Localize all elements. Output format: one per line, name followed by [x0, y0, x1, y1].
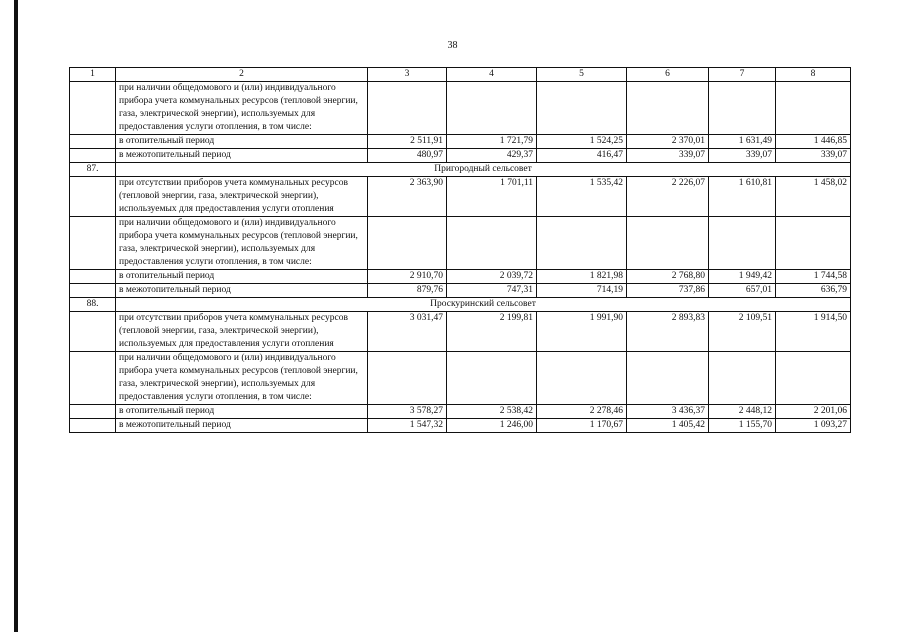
table-row: [70, 419, 851, 433]
value-cell: 2 370,01: [627, 135, 709, 149]
value-cell: 1 524,25: [537, 135, 627, 149]
value-cell: 636,79: [776, 284, 851, 298]
value-cell: 416,47: [537, 149, 627, 163]
value-cell: [537, 217, 627, 270]
row-description: при отсутствии приборов учета коммунальных ресурсов (тепловой энергии, газа, электрической энергии), используемых для предоставления услуги отопления: [116, 177, 368, 217]
page-edge-bar: [14, 0, 18, 632]
value-cell: 2 226,07: [627, 177, 709, 217]
table-row: [70, 135, 851, 149]
row-number-cell: [70, 419, 116, 433]
value-cell: 879,76: [368, 284, 447, 298]
value-cell: 2 201,06: [776, 405, 851, 419]
value-cell: 1 170,67: [537, 419, 627, 433]
value-cell: 1 093,27: [776, 419, 851, 433]
value-cell: 1 535,42: [537, 177, 627, 217]
value-cell: 3 436,37: [627, 405, 709, 419]
value-cell: 2 363,90: [368, 177, 447, 217]
row-number-cell: [70, 352, 116, 405]
row-description: в межотопительный период: [116, 419, 368, 433]
value-cell: [537, 352, 627, 405]
column-header: 6: [627, 68, 709, 82]
row-description: при наличии общедомового и (или) индивидуального прибора учета коммунальных ресурсов (тепловой энергии, газа, электрической энергии), используемых для предоставления услуги отопления, в том числе:: [116, 82, 368, 135]
section-title: Пригородный сельсовет: [116, 163, 851, 177]
table-header-row: [70, 68, 851, 82]
value-cell: 714,19: [537, 284, 627, 298]
value-cell: 339,07: [776, 149, 851, 163]
value-cell: [447, 82, 537, 135]
value-cell: 339,07: [709, 149, 776, 163]
value-cell: 2 039,72: [447, 270, 537, 284]
row-number-cell: [70, 82, 116, 135]
value-cell: 2 109,51: [709, 312, 776, 352]
value-cell: 1 821,98: [537, 270, 627, 284]
value-cell: [537, 82, 627, 135]
value-cell: 1 155,70: [709, 419, 776, 433]
table-row: [70, 284, 851, 298]
value-cell: 1 547,32: [368, 419, 447, 433]
table-row: [70, 405, 851, 419]
value-cell: 2 199,81: [447, 312, 537, 352]
value-cell: 1 246,00: [447, 419, 537, 433]
column-header: 1: [70, 68, 116, 82]
value-cell: 339,07: [627, 149, 709, 163]
section-row: [70, 298, 851, 312]
row-description: в отопительный период: [116, 135, 368, 149]
value-cell: [368, 352, 447, 405]
value-cell: 1 721,79: [447, 135, 537, 149]
table-row: [70, 82, 851, 135]
column-header: 8: [776, 68, 851, 82]
value-cell: 747,31: [447, 284, 537, 298]
value-cell: [627, 82, 709, 135]
page-number: 38: [447, 40, 458, 51]
section-title: Проскуринский сельсовет: [116, 298, 851, 312]
row-number-cell: [70, 149, 116, 163]
row-description: при наличии общедомового и (или) индивидуального прибора учета коммунальных ресурсов (тепловой энергии, газа, электрической энергии), используемых для предоставления услуги отопления, в том числе:: [116, 352, 368, 405]
value-cell: 1 458,02: [776, 177, 851, 217]
row-number-cell: [70, 312, 116, 352]
value-cell: [368, 82, 447, 135]
value-cell: [368, 217, 447, 270]
row-number-cell: [70, 135, 116, 149]
value-cell: 1 631,49: [709, 135, 776, 149]
value-cell: 1 914,50: [776, 312, 851, 352]
row-number-cell: [70, 217, 116, 270]
section-number: 87.: [70, 163, 116, 177]
value-cell: 3 578,27: [368, 405, 447, 419]
row-number-cell: [70, 284, 116, 298]
value-cell: 737,86: [627, 284, 709, 298]
value-cell: [709, 352, 776, 405]
section-number: 88.: [70, 298, 116, 312]
row-description: в отопительный период: [116, 270, 368, 284]
value-cell: [447, 217, 537, 270]
row-description: в межотопительный период: [116, 149, 368, 163]
table-row: [70, 312, 851, 352]
value-cell: [776, 352, 851, 405]
value-cell: [776, 217, 851, 270]
row-description: при отсутствии приборов учета коммунальных ресурсов (тепловой энергии, газа, электрической энергии), используемых для предоставления услуги отопления: [116, 312, 368, 352]
value-cell: 1 446,85: [776, 135, 851, 149]
column-header: 7: [709, 68, 776, 82]
value-cell: 429,37: [447, 149, 537, 163]
value-cell: [709, 82, 776, 135]
table-row: [70, 352, 851, 405]
column-header: 3: [368, 68, 447, 82]
value-cell: 2 511,91: [368, 135, 447, 149]
value-cell: [627, 217, 709, 270]
table-row: [70, 270, 851, 284]
value-cell: 2 768,80: [627, 270, 709, 284]
value-cell: [709, 217, 776, 270]
row-number-cell: [70, 405, 116, 419]
column-header: 4: [447, 68, 537, 82]
value-cell: 3 031,47: [368, 312, 447, 352]
row-description: при наличии общедомового и (или) индивидуального прибора учета коммунальных ресурсов (тепловой энергии, газа, электрической энергии), используемых для предоставления услуги отопления, в том числе:: [116, 217, 368, 270]
value-cell: 1 405,42: [627, 419, 709, 433]
value-cell: 1 610,81: [709, 177, 776, 217]
value-cell: 1 949,42: [709, 270, 776, 284]
value-cell: 2 893,83: [627, 312, 709, 352]
table-row: [70, 149, 851, 163]
value-cell: 480,97: [368, 149, 447, 163]
column-header: 5: [537, 68, 627, 82]
value-cell: [447, 352, 537, 405]
table-row: [70, 177, 851, 217]
row-number-cell: [70, 177, 116, 217]
value-cell: 1 991,90: [537, 312, 627, 352]
value-cell: 2 278,46: [537, 405, 627, 419]
column-header: 2: [116, 68, 368, 82]
value-cell: 1 744,58: [776, 270, 851, 284]
value-cell: 2 538,42: [447, 405, 537, 419]
row-description: в межотопительный период: [116, 284, 368, 298]
value-cell: 2 910,70: [368, 270, 447, 284]
section-row: [70, 163, 851, 177]
tariff-table: [69, 67, 851, 433]
value-cell: 2 448,12: [709, 405, 776, 419]
value-cell: 657,01: [709, 284, 776, 298]
row-number-cell: [70, 270, 116, 284]
value-cell: [627, 352, 709, 405]
value-cell: 1 701,11: [447, 177, 537, 217]
value-cell: [776, 82, 851, 135]
row-description: в отопительный период: [116, 405, 368, 419]
table-row: [70, 217, 851, 270]
